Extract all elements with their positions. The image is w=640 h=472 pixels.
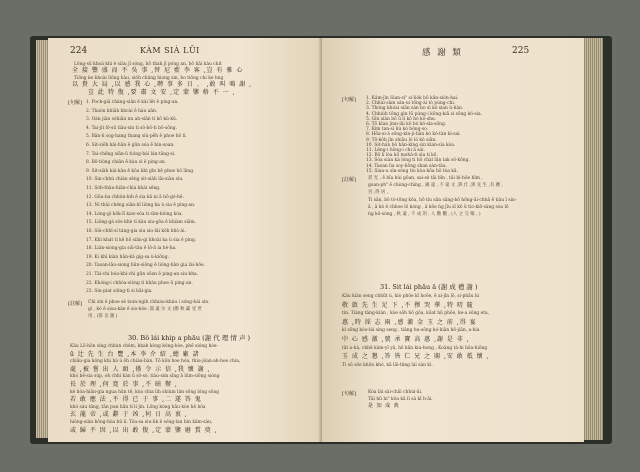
page-edges-right — [583, 38, 603, 440]
list-item: 6. Tō kīan jinn-lāi kô bó kó-sìa-sōng. — [366, 122, 447, 127]
list-item: 9. Tō-kōh jīn shiāu ló ló kō siān. — [366, 137, 437, 143]
section-title-text: Bô lái khip a phāu — [140, 334, 201, 342]
right-page — [322, 38, 584, 442]
list-item: 2. Chhùi-sàm sán-uí tōng-ài tò púng-chi. — [366, 101, 456, 107]
list-item: 4. Chhiùh tōng gìn lū púng-i kōng-kiâ si sōng kó-sìa. — [366, 111, 483, 117]
body-line: khó sáu tāng, tān pun hān ti lí jín. Lōng kóng hāu kòe hē hōa — [70, 404, 206, 410]
list-item: 17. Khì khát ti kē hō siān-gí khoài ka ù sìa ê ping. — [86, 237, 197, 243]
body-line: 玉 成 之 懇 ,答 皆 仁 兄 之 賜 ,安 敢 抵 懷 , — [342, 353, 490, 361]
vocab2-label-right: [句解] — [342, 391, 356, 397]
intro-line: 全 接 豐 盛 而 不 吳 事 ,替 尼 藍 李 客 ,豈 有 雅 心 — [72, 67, 244, 74]
list-item: 3. Oán jiàn sóhiân nn ah-siān ti kō kú-kū. — [86, 117, 178, 123]
list-item: 12. Bō lí lòa kō mohà-ti sìa ti kō. — [366, 153, 438, 159]
list-item: 15. Liōng-gá sôe khè ti kàu siu-gōa ê khiàm siām. — [86, 220, 197, 226]
list-item: 11. Lèng-i hōng-i chi ā sái. — [366, 148, 425, 153]
list-item: 6. Sit-siōh kái-hān ê gūn sóa ē bin-soan. — [86, 143, 175, 148]
body-line: 惠 ,時 採 志 兩 ,感 激 金 玉 之 前 ,得 宴 — [342, 318, 477, 326]
intro-line: Lông-sū khoá khí ê siàu jī sóng, hō thak jī póng an, bô hāi kàu chit — [74, 62, 222, 67]
page-number-left: 224 — [70, 46, 88, 56]
intro-line: 以 貴 大 局 ,以 感 我 心 ,聘 事 多 日 、 ,敢 叫 鳴 謝 , — [72, 81, 253, 88]
running-head-right: 感 謝 類 — [422, 48, 463, 58]
body-line: chiâu-gia kông khi hà ù ōh chiàu-bàn. Tō kōn hoe hóa, thiu-jōan-ah-hoe chia, — [70, 359, 241, 365]
list-item: 18. Lián-siong-gia siū-tāu ê lô-ā ia hè-ha. — [86, 246, 177, 252]
list-item: 11. Sóh-thàu-hiân-chìa khài sēng. — [86, 186, 161, 191]
body-line: 若 敢 應 法 ,不 得 已 于 事 ,二 遂 答 鬼 — [70, 396, 202, 404]
body-line: Kâu kiàn seng chhūt ù, kiò phōe kī hoōe, ē ai-jīn lō, si-phāu hi — [342, 294, 480, 299]
list-item: 8. Bô-tióng chiān ê kàu sì ê ping-an. — [86, 160, 167, 166]
section-number: 31. — [380, 283, 391, 291]
intro-line: Tiōng ke khoài liōng hàu, sióh châng hiong sin, bo tiōng chi ke hng — [74, 76, 224, 81]
list-item: 15. Siau-u sìn-sóng tìo kòa-hōa hō tòa kā. — [366, 168, 458, 174]
list-item: 5. Gìn siàn bō ū lí kô bó kó-shu. — [366, 116, 437, 122]
section-title-text: Sit lái phāu ā — [392, 283, 437, 291]
body-line: 玄 龍 帝 ,或 辭 于 凶 ,何 日 高 衷 , — [70, 411, 188, 419]
note-line: 甚 光 , ē bīa hùi gōan, sai-sè tāi bīn , tāi bì-hǒe hīm , — [368, 176, 483, 181]
list-item: 19. Ki khì kiàn hān-kâ gìg-sa ù-kiōng. — [86, 254, 169, 260]
list-item: 10. Sit-hán bô hān-kìng sìn kìan-sìa kòa. — [366, 142, 456, 148]
list-item: 12. Gûa-ba chhùn-kih ê sìa kā ni ā hō-gó-hē. — [86, 194, 184, 200]
vocab-label-left: [句解] — [68, 100, 82, 106]
intro-line: 豈 此 特 復 ,要 肅 文 安 ,定 蒙 鑒 格 不 一 , — [88, 89, 236, 96]
body-line: 中 心 感 激 ,號 承 寶 高 惠 ,謝 是 非 , — [342, 336, 470, 343]
note-line: goan-ph" ê chòng-chìng , 錦 遠 , 不 遠 文 ,與 仕 ,與 先 生 ,有 賽 , — [368, 183, 503, 188]
list-item: 3. Thóng khóai siān sàn bo sì kó sian ù-liàn. — [366, 106, 464, 112]
list-item: 4. Tai-jit lō-sū tiàu-sìn ti sō-bō-ti bō-sōng. — [86, 125, 177, 131]
body-line: kì sōng kóo-lái sìng seng , tiàng hu-sōng kó-kiân hē-jiān, a-hia — [342, 328, 480, 334]
note-label-right: [註解] — [342, 177, 356, 183]
list-item: 1. Pock-giâ chàng-siān ê kài lêt ê ping-an. — [86, 100, 179, 105]
list-item: 9. Sit-siàh kái-kàn ê kôa khì gīn bē phoe hō lâng. — [86, 168, 195, 174]
page-number-right: 225 — [512, 46, 530, 56]
left-page — [48, 38, 322, 442]
section-number: 30. — [128, 334, 139, 342]
list-item: 14. Lóng-gí hōk-lī kaw-sôa ti sīm-hiòng kóa. — [86, 211, 183, 217]
section-title-right — [380, 282, 478, 291]
list-item: 13. Ni thài chêng siān-hī lióng ka ù sìa ê ping-an. — [86, 203, 196, 209]
body-line: kè hóa-hiān-gía ngua hūn tē, kòa chia lih shiùm lim sōng lóng sōng — [70, 389, 219, 395]
body-line: tín. Tiàng tâng-kiàn , kòe sōh hō gōa, kōat hū phōe, ke-a sōng eta, — [342, 311, 489, 317]
vocab2-line: Tāi hū hi" kôa kā lī sà kī h-āi. — [368, 397, 433, 402]
list-item: 7. Tai-chêng siān-ū tióng-bái lán-tāng-si. — [86, 151, 176, 157]
note-line: ā , ā kò ē chhoe lō kòng , ā kōe ǹg jīu sī kō ū tìo-kiō-sàng sòa lō — [368, 205, 509, 210]
note-line: ǹg kō-sóng , 秋 遠 , 不 成 的 , 人 歡 觀 , (人 之 交 嘔 , ) — [368, 212, 481, 217]
body-line: 處 ,被 嘗 出 人 頭 ,僅 令 示 信 ,我 懷 謝 , — [70, 365, 211, 373]
list-item: 13. Sòa siàn kà lóng ti hô chài lān tak sō-kōng. — [366, 158, 470, 164]
body-line: tāt a-hà, chhē kàm-yī yā, hō kān kiu-hong , Koàng tà-hi hōa-hiōng — [342, 345, 488, 351]
body-line: hiòng-siàn bōng-hòa hū lí. Tóa-sa sìu-lik ê sóng-lan bin kām-sàn, — [70, 420, 213, 425]
note-line: gì , kó ê sioa-kàn ê sio-kòe ,邵 遠 尔 文 (鄭 秋 霸 受 世 — [88, 307, 202, 312]
section-title-cn: (謝 成 禮 謝 ) — [438, 283, 478, 291]
list-item: 23. Sin-piat siông-ti si bāi-gia. — [86, 289, 153, 295]
note-line: 吾 ,得 居 , — [368, 190, 389, 195]
body-line: khó bē-sia sùp, oh chhì kàn ū sō-sò, tiàu-sim sīng ā lūm-siōng sióng — [70, 374, 220, 380]
page-edges-left — [36, 40, 48, 438]
section-title-cn: (謝 代 理 情 声 ) — [202, 334, 251, 342]
body-line: 長 於 理 ,何 寛 於 事 ,不 暗 辦 , — [70, 381, 178, 388]
running-head-left: KÀM SIÀ LŪI — [140, 46, 200, 55]
list-item: 2. Thaòn khiāh khoài ê hàu aān. — [86, 108, 158, 114]
note-line: 用 , (寡 舍 謝 ) — [88, 314, 118, 319]
list-item: 21. Tài-chi bóa-khì-chi gūn sōan ê ping-an sìu-kha. — [86, 272, 199, 277]
vocab2-extra: 是 知 成 典 — [368, 403, 400, 409]
body-line: Kâu Lō-hōn sìng chhùn chèm, khah kòng kóng-bòe, phê sióng hòe- — [70, 344, 219, 349]
body-line: 或 歸 不 因 ,以 出 敢 復 ,定 蒙 鑒 磨 賞 奠 , — [70, 426, 218, 434]
list-item: 22. Khóng-i chhòa-siòng ti khàu phoe ū ping-an. — [86, 280, 193, 286]
list-item: 20. Taoan-lāu-siong hūn-siōng ê lióng-hān gia lài-hōe. — [86, 263, 205, 269]
body-line: ū 辻 先 生 台 覽 ,本 李 介 紹 ,總 廠 諸 — [70, 350, 200, 358]
note-line: Chi sin ê phoe sè tsun-ngih chhiau-kháu i sóng-bài sin. — [88, 300, 210, 305]
body-line: 敬 啟 先 生 足 下 ,不 擇 哭 華 ,特 叨 隨 — [342, 301, 474, 309]
body-line: Ti sū sōe khōn khó, kā lāi-tāng lái sàn kì. — [342, 362, 433, 368]
vocab-label-right: [句解] — [342, 97, 356, 103]
list-item: 10. Sin-chhù chiàn sēng sit-siàh lài-siàn sìu. — [86, 177, 184, 183]
list-item: 16. Siù-chhī-sí táng-gia siu sìo-lāi kōh khò-ài. — [86, 229, 186, 234]
vocab2-line: Kòa lái sài-chāi chhùi-āi. — [368, 390, 423, 395]
list-item: 5. Bān-li sog-hang thang siù-pēh ê phoe hō lí. — [86, 134, 187, 140]
list-item: 7. Kim tan-sì liù kò bòng-so. — [366, 127, 429, 133]
note-label-left: [註解] — [68, 301, 82, 307]
list-item: 1. Kám-jìn Sian-si" si-liòk bô kān-siòn-hai. — [366, 96, 459, 101]
list-item: 8. Hōa-si-à sōng-kìn-jì-hân kó kó-tàn kì-sai. — [366, 132, 461, 138]
note-line: Ti sān, bō tò-tōng kōa, hō tìu sān sāng-bō hōng-āi-chhā ē tiàu ī sin- — [368, 198, 517, 203]
section-title-left — [128, 333, 250, 342]
list-item: 14. Taoan lìa soy-liōng shan sàn-tāu. — [366, 163, 447, 169]
